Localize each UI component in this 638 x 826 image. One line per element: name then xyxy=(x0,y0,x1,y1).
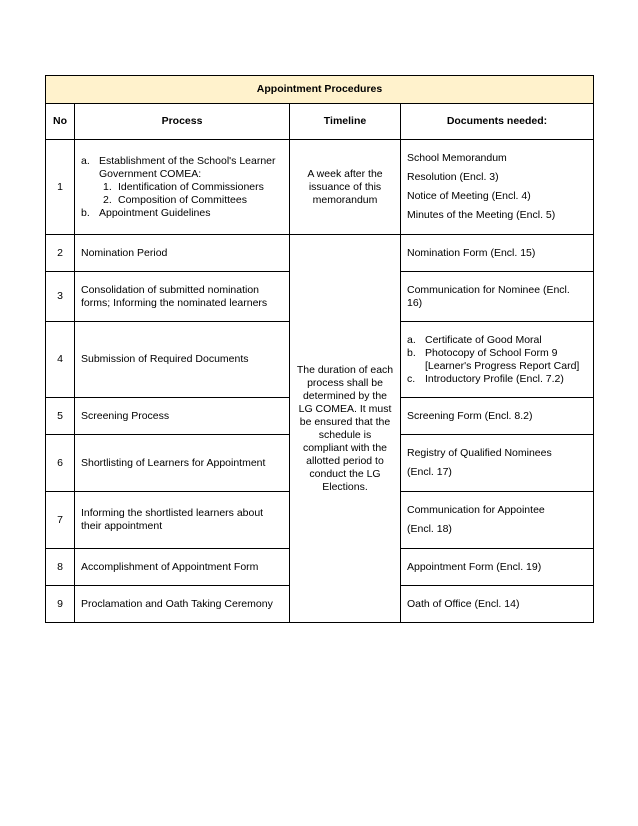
process-cell xyxy=(75,140,290,235)
list-item xyxy=(407,373,587,386)
list-item xyxy=(81,194,283,207)
list-item xyxy=(81,155,283,207)
documents-cell: Screening Form (Encl. 8.2) xyxy=(401,398,594,435)
process-cell: Submission of Required Documents xyxy=(75,322,290,398)
row-number: 7 xyxy=(46,492,75,549)
list-marker: a. xyxy=(81,154,90,167)
document-text: Introductory Profile (Encl. 7.2) xyxy=(425,372,564,385)
row-number: 6 xyxy=(46,435,75,492)
list-marker: 1. xyxy=(103,180,112,193)
row-number: 3 xyxy=(46,272,75,322)
list-item xyxy=(407,334,587,347)
appointment-procedures-table xyxy=(45,75,594,623)
documents-cell xyxy=(401,435,594,492)
header-process: Process xyxy=(75,104,290,140)
document-item: Registry of Qualified Nominees xyxy=(407,447,552,459)
document-item: Minutes of the Meeting (Encl. 5) xyxy=(407,209,556,221)
list-marker: a. xyxy=(407,333,416,346)
list-item xyxy=(407,347,587,373)
row-number: 4 xyxy=(46,322,75,398)
documents-cell: Appointment Form (Encl. 19) xyxy=(401,549,594,586)
process-cell: Shortlisting of Learners for Appointment xyxy=(75,435,290,492)
process-cell: Proclamation and Oath Taking Ceremony xyxy=(75,586,290,623)
list-item xyxy=(81,207,283,220)
document-item: Communication for Appointee xyxy=(407,504,545,516)
process-list xyxy=(81,155,283,220)
document-item: (Encl. 17) xyxy=(407,466,452,478)
table-row xyxy=(46,235,594,272)
row-number: 1 xyxy=(46,140,75,235)
document-text: Photocopy of School Form 9 [Learner's Progress Report Card] xyxy=(425,346,580,372)
process-cell: Consolidation of submitted nomination forms; Informing the nominated learners xyxy=(75,272,290,322)
document-item: Resolution (Encl. 3) xyxy=(407,171,499,183)
process-cell: Nomination Period xyxy=(75,235,290,272)
process-cell: Informing the shortlisted learners about their appointment xyxy=(75,492,290,549)
row-number: 8 xyxy=(46,549,75,586)
process-cell: Screening Process xyxy=(75,398,290,435)
list-marker: c. xyxy=(407,372,416,385)
sub-list xyxy=(99,181,283,207)
list-marker: 2. xyxy=(103,193,112,206)
process-text: Appointment Guidelines xyxy=(99,206,211,219)
header-timeline: Timeline xyxy=(290,104,401,140)
row-number: 9 xyxy=(46,586,75,623)
documents-cell: Communication for Nominee (Encl. 16) xyxy=(401,272,594,322)
header-row xyxy=(46,104,594,140)
header-documents: Documents needed: xyxy=(401,104,594,140)
documents-cell: Oath of Office (Encl. 14) xyxy=(401,586,594,623)
process-text: Composition of Committees xyxy=(118,193,247,206)
documents-cell xyxy=(401,322,594,398)
table-row xyxy=(46,140,594,235)
header-no: No xyxy=(46,104,75,140)
document-item: Notice of Meeting (Encl. 4) xyxy=(407,190,531,202)
document-item: School Memorandum xyxy=(407,152,507,164)
document-text: Certificate of Good Moral xyxy=(425,333,542,346)
documents-cell: Nomination Form (Encl. 15) xyxy=(401,235,594,272)
shared-timeline-cell: The duration of each process shall be determined by the LG COMEA. It must be ensured that the schedule is compliant with the allotted period to conduct the LG Elections. xyxy=(290,235,401,623)
documents-cell xyxy=(401,492,594,549)
process-text: Identification of Commissioners xyxy=(118,180,264,193)
documents-cell xyxy=(401,140,594,235)
list-marker: b. xyxy=(407,346,416,359)
documents-list xyxy=(407,334,587,386)
row-number: 5 xyxy=(46,398,75,435)
timeline-cell: A week after the issuance of this memorandum xyxy=(290,140,401,235)
document-item: (Encl. 18) xyxy=(407,523,452,535)
process-cell: Accomplishment of Appointment Form xyxy=(75,549,290,586)
list-marker: b. xyxy=(81,206,90,219)
process-text: Establishment of the School's Learner Government COMEA: xyxy=(99,154,276,180)
table-title: Appointment Procedures xyxy=(46,76,594,104)
list-item xyxy=(81,181,283,194)
row-number: 2 xyxy=(46,235,75,272)
